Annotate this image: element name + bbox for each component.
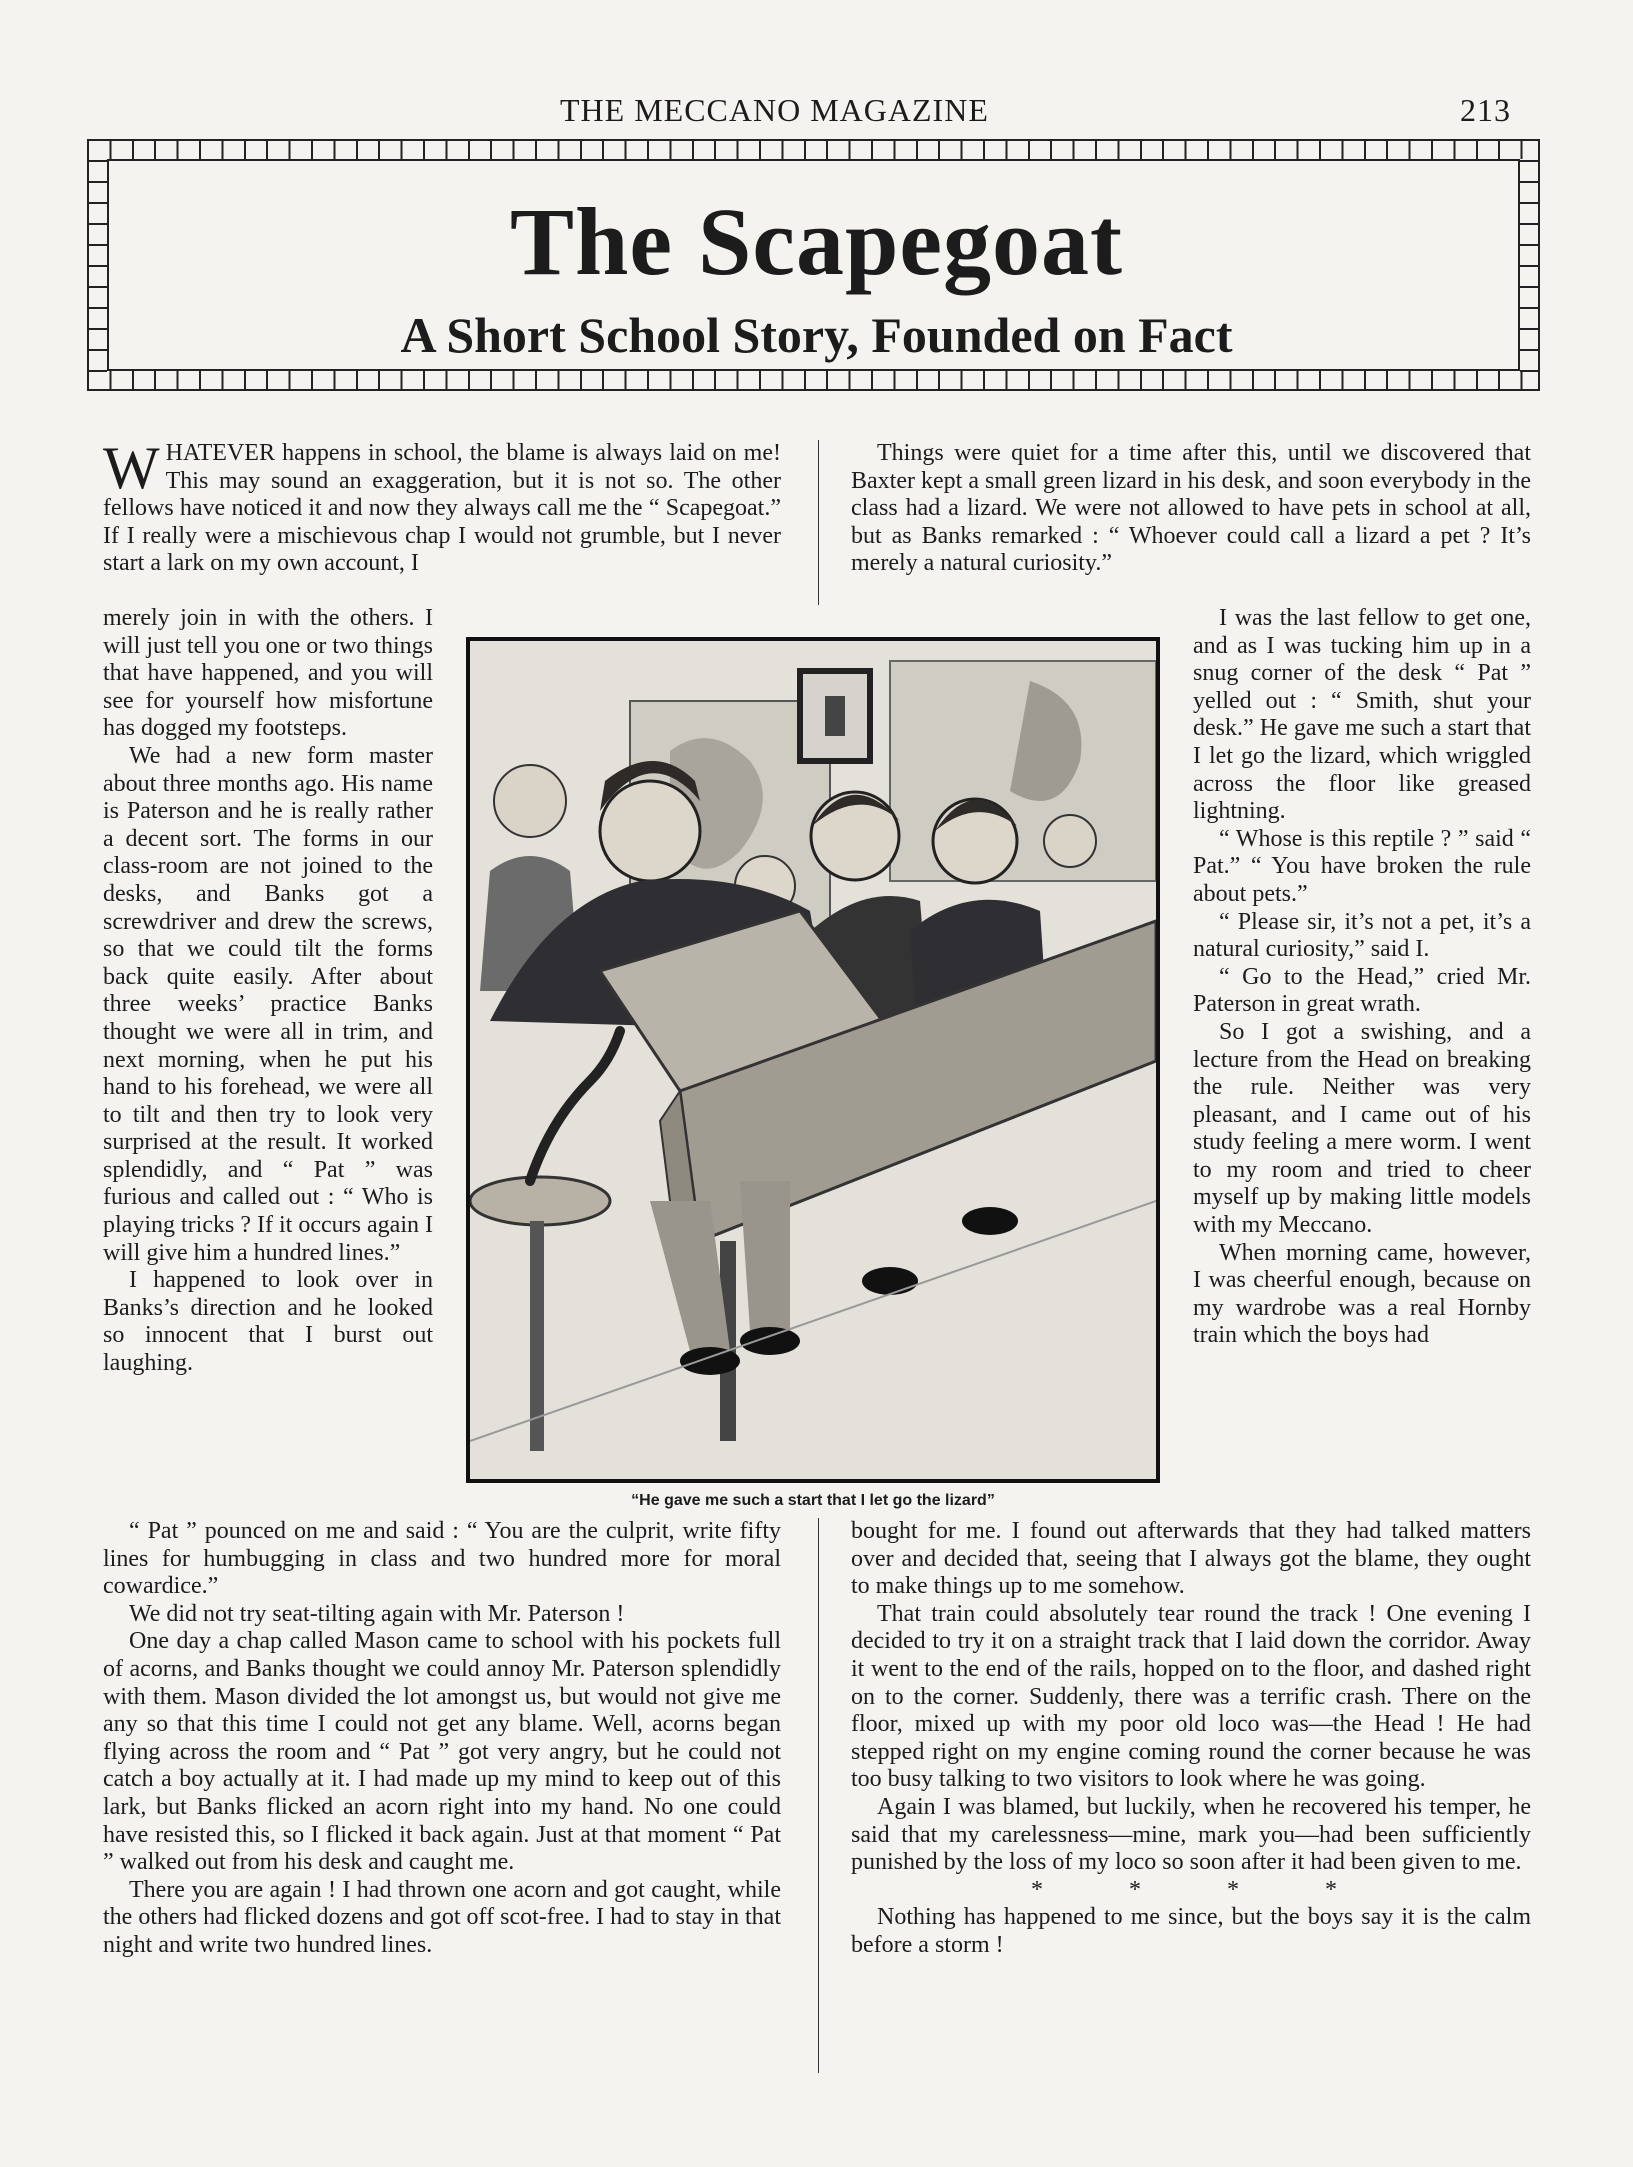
column-1-top <box>103 435 781 578</box>
column-1-bottom <box>103 1518 781 1960</box>
paragraph: Nothing has happened to me since, but the boys say it is the calm before a storm ! <box>851 1904 1531 1958</box>
paragraph: That train could absolutely tear round the track ! One evening I decided to try it on a straight track that I laid down the corridor. Away it went to the end of the rails, hopped on to the floor, and dashed right on to the corner. Suddenly, there was a terrific crash. There on the floor, mixed up with my poor old loco was—the Head ! He had stepped right on my engine coming round the corner because he was too busy talking to two visitors to look where he was going. <box>851 1600 1531 1793</box>
paragraph: One day a chap called Mason came to school with his pockets full of acorns, and Banks thought we could annoy Mr. Paterson splendidly with them. Mason divided the lot amongst us, but would not give me any so that this time I could not get any blame. Well, acorns began flying across the room and “ Pat ” got very angry, but he could not catch a boy actually at it. I had made up my mind to keep out of this lark, but Banks flicked an acorn right into my hand. No one could have resisted this, so I flicked it back again. Just at that moment “ Pat ” walked out from his desk and caught me. <box>103 1628 781 1876</box>
paragraph: We had a new form master about three months ago. His name is Paterson and he is really rather a decent sort. The forms in our class-room are not joined to the desks, and Banks got a screwdriver and drew the screws, so that we could tilt the forms back quite easily. After about three weeks’ practice Banks thought we were all in trim, and next morning, when he put his hand to his forehead, we were all to tilt and then try to look very surprised at the result. It worked splendidly, and “ Pat ” was furious and called out : “ Who is playing tricks ? If it occurs again I will give him a hundred lines.” <box>103 742 433 1266</box>
paragraph: Things were quiet for a time after this, until we discovered that Baxter kept a small green lizard in his desk, and soon everybody in the class had a lizard. We were not allowed to have pets in school at all, but as Banks remarked : “ Whoever could call a lizard a pet ? It’s merely a natural curiosity.” <box>851 440 1531 577</box>
paragraph: “ Pat ” pounced on me and said : “ You are the culprit, write fifty lines for humbugging in class and two hundred more for moral cowardice.” <box>103 1518 781 1600</box>
article-title: The Scapegoat <box>510 188 1123 295</box>
paragraph: When morning came, however, I was cheerful enough, because on my wardrobe was a real Hornby train which the boys had <box>1193 1239 1531 1349</box>
page-number: 213 <box>1460 92 1511 128</box>
opening-paragraph: WHATEVER happens in school, the blame is always laid on me! This may sound an exaggeration, but it is not so. The other fellows have noticed it and now they always call me the “ Scapegoat.” If I really were a mischievous chap I would not grumble, but I never start a lark on my own account, I <box>103 435 781 577</box>
paragraph: I was the last fellow to get one, and as I was tucking him up in a snug corner of the desk “ Pat ” yelled out : “ Smith, shut your desk.” He gave me such a start that I let go the lizard, which wriggled across the floor like greased lightning. <box>1193 605 1531 825</box>
section-break-stars: * * * * <box>1031 1876 1377 1903</box>
column-2-narrow <box>1193 605 1531 1350</box>
classroom-illustration <box>466 637 1160 1483</box>
column-rule-top <box>818 440 819 605</box>
classroom-scene-image <box>470 641 1156 1479</box>
paragraph: There you are again ! I had thrown one acorn and got caught, while the others had flicked dozens and got off scot-free. I had to stay in that night and write two hundred lines. <box>103 1876 781 1958</box>
column-2-top <box>851 440 1531 578</box>
column-1-narrow <box>103 605 433 1378</box>
drop-cap: W <box>103 435 160 501</box>
paragraph: “ Please sir, it’s not a pet, it’s a natural curiosity,” said I. <box>1193 908 1531 963</box>
paragraph: So I got a swishing, and a lecture from the Head on breaking the rule. Neither was very pleasant, and I came out of his study feeling a mere worm. I went to my room and tried to cheer myself up by making little models with my Meccano. <box>1193 1018 1531 1239</box>
paragraph: I happened to look over in Banks’s direction and he looked so innocent that I burst out laughing. <box>103 1267 433 1377</box>
article-subtitle: A Short School Story, Founded on Fact <box>400 307 1233 363</box>
magazine-name: THE MECCANO MAGAZINE <box>560 92 989 128</box>
paragraph: “ Go to the Head,” cried Mr. Paterson in great wrath. <box>1193 963 1531 1018</box>
paragraph: We did not try seat-tilting again with Mr. Paterson ! <box>129 1600 625 1627</box>
column-2-bottom <box>851 1518 1531 1960</box>
paragraph: merely join in with the others. I will just tell you one or two things that have happened, and you will see for yourself how misfortune has dogged my footsteps. <box>103 605 433 742</box>
paragraph: Again I was blamed, but luckily, when he recovered his temper, he said that my carelessness—mine, mark you—had been sufficiently punished by the loss of my loco so soon after it had been given to me. <box>851 1793 1531 1876</box>
paragraph: bought for me. I found out afterwards that they had talked matters over and decided that, seeing that I always got the blame, they ought to make things up to me somehow. <box>851 1518 1531 1600</box>
paragraph: “ Whose is this reptile ? ” said “ Pat.” “ You have broken the rule about pets.” <box>1193 825 1531 907</box>
column-rule-bottom <box>818 1518 819 2073</box>
illustration-caption: “He gave me such a start that I let go the lizard” <box>631 1492 995 1509</box>
